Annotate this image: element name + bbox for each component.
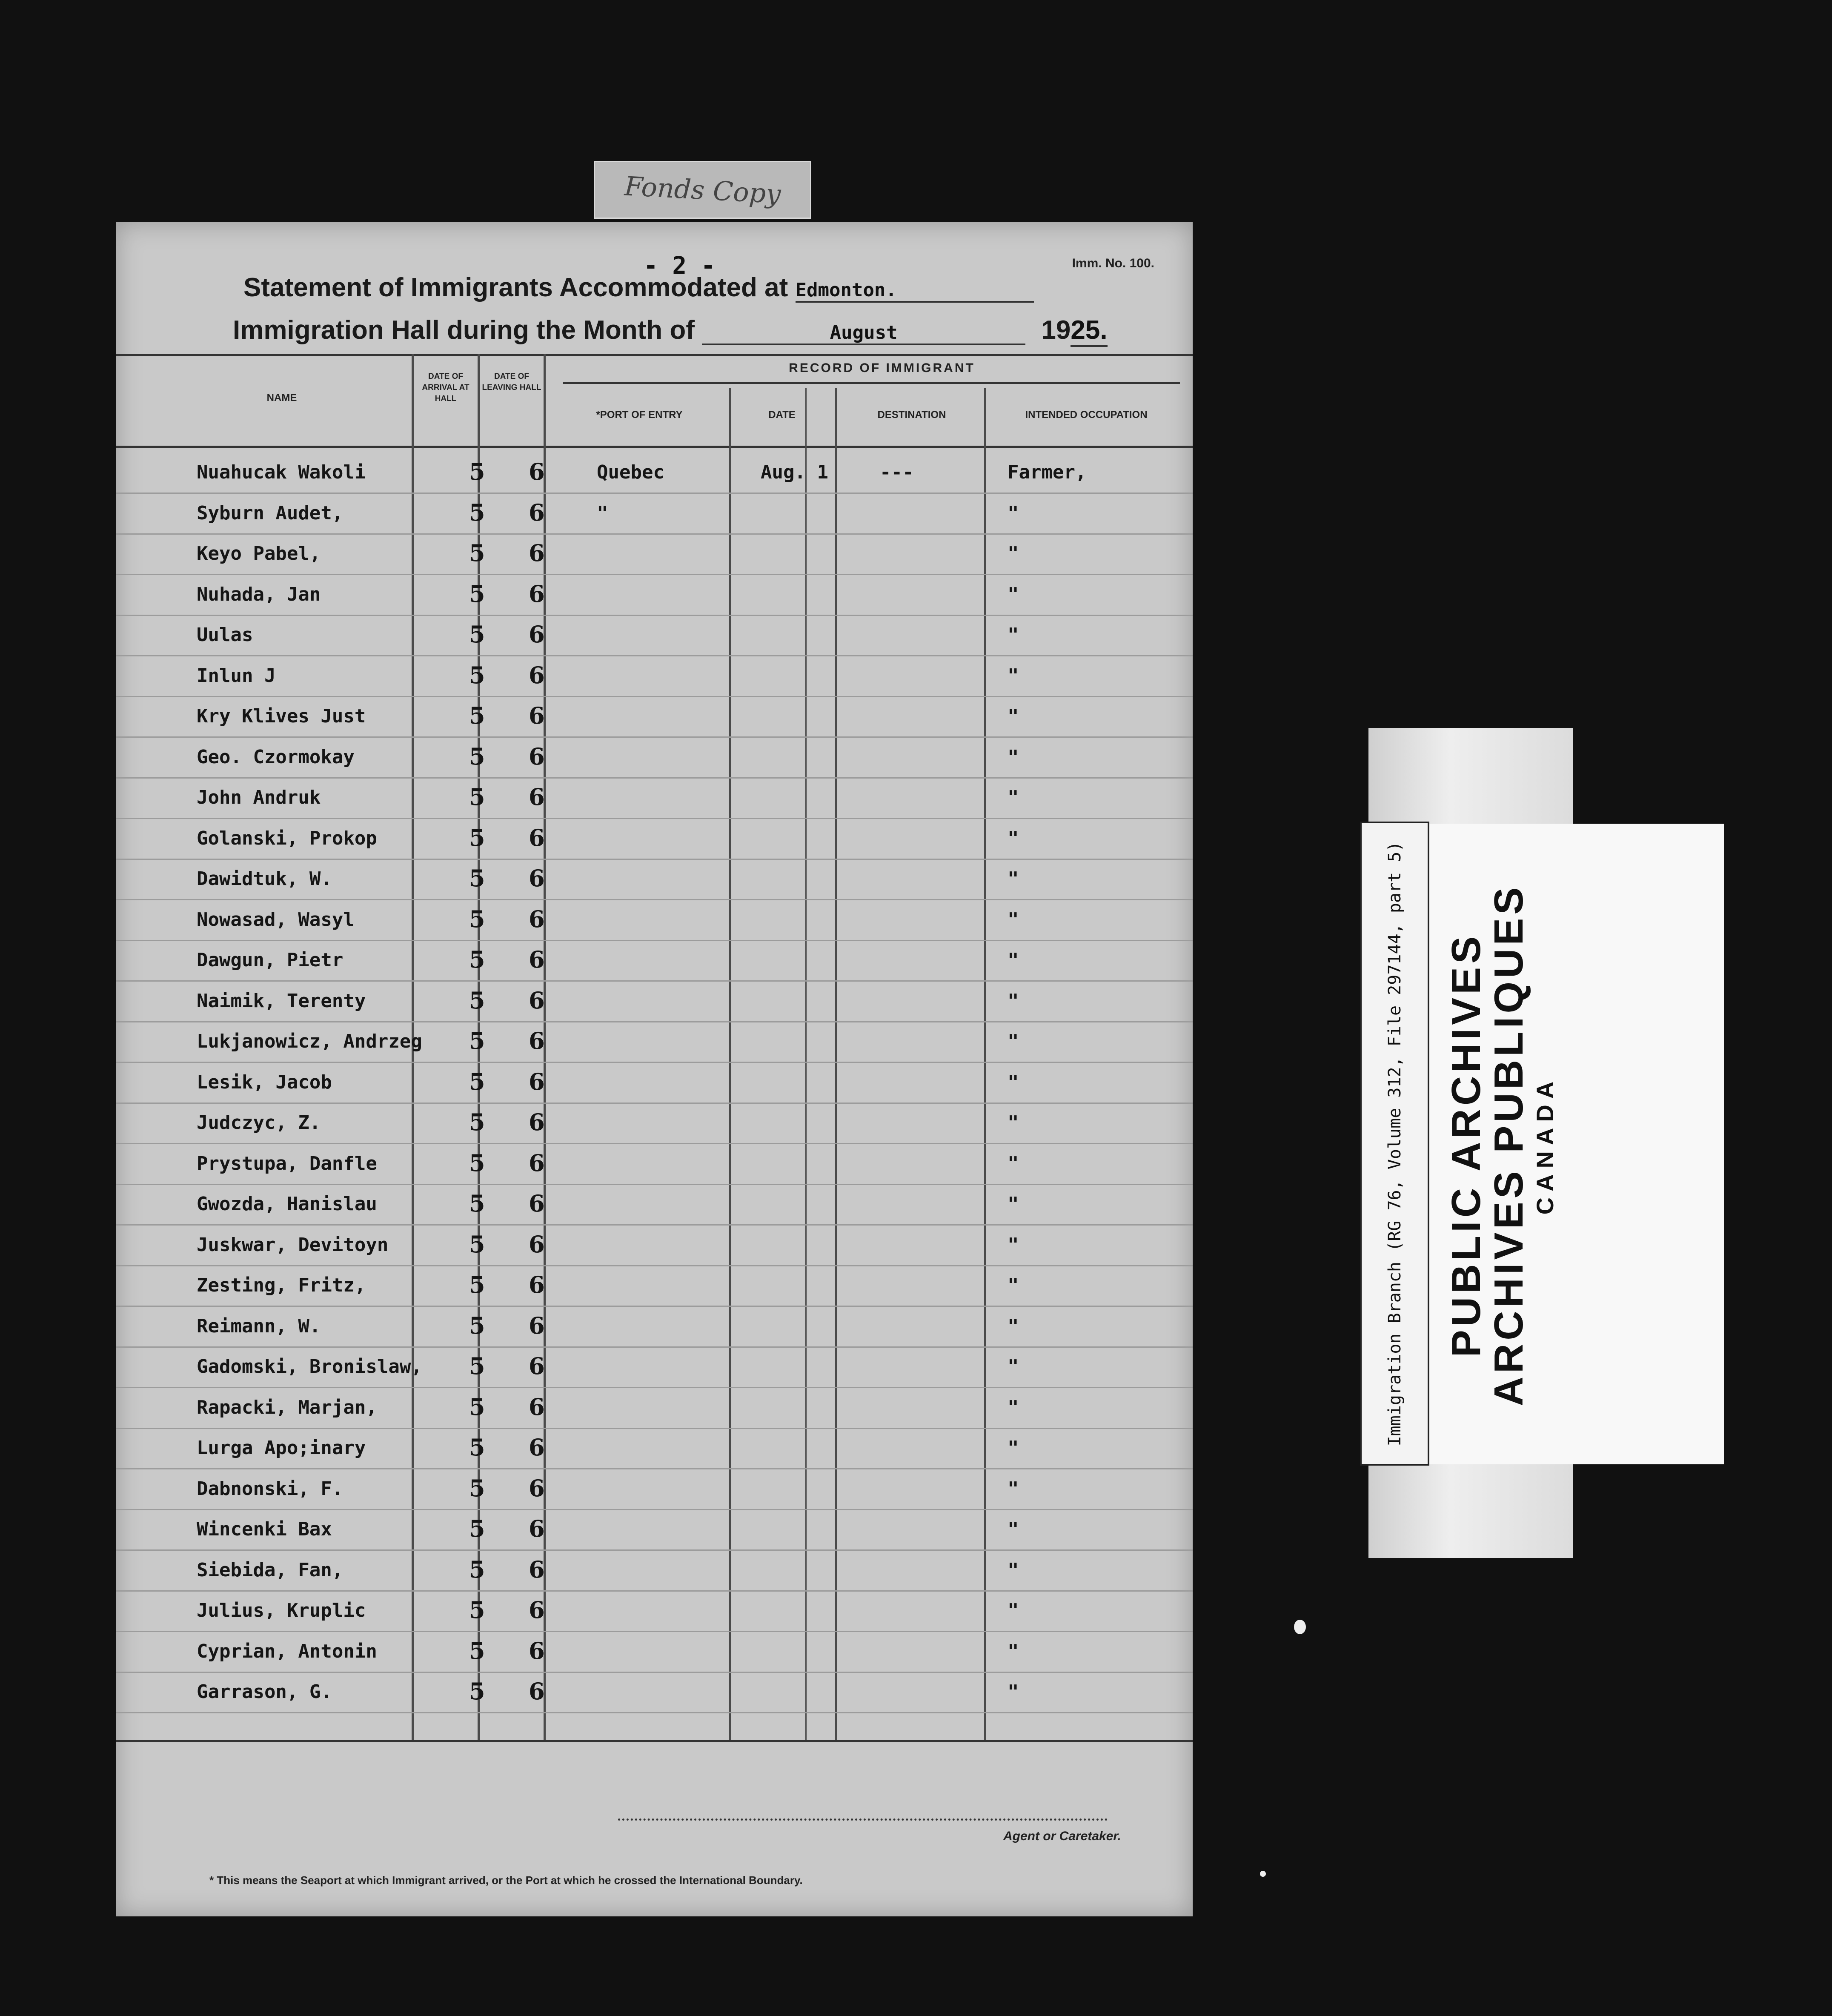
arrival-cell: 5 — [469, 1678, 485, 1705]
table-row — [116, 737, 1193, 779]
header-port: *PORT OF ENTRY — [596, 409, 683, 421]
occupation-cell: " — [1008, 1356, 1019, 1377]
table-row — [116, 940, 1193, 982]
arrival-cell: 5 — [469, 1474, 485, 1502]
archive-line-3: CANADA — [1531, 1075, 1558, 1215]
occupation-cell: " — [1008, 1396, 1019, 1418]
name-cell: Julius, Kruplic — [197, 1600, 366, 1621]
arrival-cell: 5 — [469, 824, 485, 851]
archive-reference-strip — [1360, 822, 1429, 1466]
name-cell: Keyo Pabel, — [197, 543, 321, 564]
table-row — [116, 1143, 1193, 1185]
arrival-cell: 5 — [469, 1068, 485, 1095]
table-row — [116, 1672, 1193, 1713]
arrival-cell: 5 — [469, 661, 485, 689]
table-row — [116, 981, 1193, 1022]
name-cell: Cyprian, Antonin — [197, 1640, 377, 1662]
occupation-cell: " — [1008, 1518, 1019, 1540]
occupation-cell: " — [1008, 1071, 1019, 1093]
name-cell: Uulas — [197, 624, 253, 646]
port-cell: " — [597, 502, 608, 524]
leaving-cell: 6 — [529, 986, 545, 1014]
table-row — [116, 452, 1193, 494]
arrival-cell: 5 — [469, 742, 485, 770]
leaving-cell: 6 — [529, 1271, 545, 1298]
table-row — [116, 818, 1193, 860]
occupation-cell: " — [1008, 1478, 1019, 1500]
title-line-1 — [243, 272, 1034, 303]
table-row — [116, 1590, 1193, 1632]
header-arrival: DATE OF ARRIVAL AT HALL — [422, 372, 469, 403]
name-cell: Lurga Apo;inary — [197, 1437, 366, 1459]
table-row — [116, 859, 1193, 900]
arrival-cell: 5 — [469, 865, 485, 892]
leaving-cell: 6 — [529, 1352, 545, 1380]
title-line-2 — [233, 315, 1108, 347]
leaving-cell: 6 — [529, 1312, 545, 1339]
table-row — [116, 656, 1193, 697]
year-field: 25. — [1071, 315, 1107, 347]
name-cell: Syburn Audet, — [197, 502, 344, 524]
tab-label: Fonds Copy — [624, 170, 781, 210]
table-row — [116, 1265, 1193, 1307]
arrival-cell: 5 — [469, 539, 485, 567]
leaving-cell: 6 — [529, 1190, 545, 1217]
header-date: DATE — [768, 409, 796, 421]
port-cell: Quebec — [597, 461, 664, 483]
name-cell: Dawidtuk, W. — [197, 868, 332, 890]
header-destination: DESTINATION — [877, 409, 946, 421]
occupation-cell: " — [1008, 1315, 1019, 1337]
header-occupation: INTENDED OCCUPATION — [1025, 409, 1148, 421]
name-cell: Gwozda, Hanislau — [197, 1193, 377, 1215]
film-speck — [1294, 1620, 1306, 1634]
name-cell: Zesting, Fritz, — [197, 1274, 366, 1296]
name-cell: Garrason, G. — [197, 1681, 332, 1703]
location-field: Edmonton. — [796, 279, 1034, 303]
name-cell: Inlun J — [197, 664, 276, 687]
leaving-cell: 6 — [529, 661, 545, 689]
occupation-cell: " — [1008, 624, 1019, 646]
leaving-cell: 6 — [529, 1474, 545, 1502]
arrival-cell: 5 — [469, 1230, 485, 1258]
leaving-cell: 6 — [529, 905, 545, 933]
occupation-cell: " — [1008, 1112, 1019, 1134]
occupation-cell: " — [1008, 1152, 1019, 1174]
occupation-cell: " — [1008, 543, 1019, 564]
occupation-cell: " — [1008, 1640, 1019, 1662]
occupation-cell: " — [1008, 1234, 1019, 1256]
name-cell: Rapacki, Marjan, — [197, 1396, 377, 1418]
leaving-cell: 6 — [529, 1637, 545, 1664]
leaving-cell: 6 — [529, 1068, 545, 1095]
arrival-cell: 5 — [469, 1149, 485, 1177]
name-cell: Judczyc, Z. — [197, 1112, 321, 1134]
arrival-cell: 5 — [469, 1434, 485, 1461]
arrival-cell: 5 — [469, 458, 485, 485]
occupation-cell: " — [1008, 949, 1019, 971]
name-cell: John Andruk — [197, 787, 321, 808]
arrival-cell: 5 — [469, 905, 485, 933]
agent-label: Agent or Caretaker. — [1003, 1829, 1121, 1843]
arrival-cell: 5 — [469, 1596, 485, 1624]
name-cell: Kry Klives Just — [197, 705, 366, 727]
occupation-cell: " — [1008, 1031, 1019, 1052]
arrival-cell: 5 — [469, 1555, 485, 1583]
arrival-cell: 5 — [469, 498, 485, 526]
arrival-cell: 5 — [469, 621, 485, 648]
table-row — [116, 1550, 1193, 1592]
leaving-cell: 6 — [529, 742, 545, 770]
table-row — [116, 899, 1193, 941]
table-row — [116, 574, 1193, 616]
arrival-cell: 5 — [469, 946, 485, 973]
table-row — [116, 696, 1193, 738]
destination-cell: --- — [880, 461, 914, 483]
occupation-cell: " — [1008, 502, 1019, 524]
occupation-cell: " — [1008, 1559, 1019, 1581]
archive-line-1: PUBLIC ARCHIVES — [1443, 933, 1489, 1357]
table-row — [116, 1428, 1193, 1469]
name-cell: Lesik, Jacob — [197, 1071, 332, 1093]
occupation-cell: " — [1008, 787, 1019, 808]
title-prefix-2: Immigration Hall during the Month of — [233, 315, 695, 345]
name-cell: Golanski, Prokop — [197, 827, 377, 849]
name-cell: Naimik, Terenty — [197, 990, 366, 1012]
occupation-cell: " — [1008, 705, 1019, 727]
table-row — [116, 1021, 1193, 1063]
immigrant-table — [116, 354, 1193, 1738]
leaving-cell: 6 — [529, 1555, 545, 1583]
name-cell: Dawgun, Pietr — [197, 949, 344, 971]
leaving-cell: 6 — [529, 1230, 545, 1258]
leaving-cell: 6 — [529, 946, 545, 973]
page-number: - 2 - — [644, 252, 716, 280]
leaving-cell: 6 — [529, 539, 545, 567]
arrival-cell: 5 — [469, 783, 485, 810]
table-row — [116, 615, 1193, 656]
arrival-cell: 5 — [469, 1271, 485, 1298]
leaving-cell: 6 — [529, 458, 545, 485]
name-cell: Prystupa, Danfle — [197, 1152, 377, 1174]
immigration-form — [116, 222, 1193, 1916]
leaving-cell: 6 — [529, 1149, 545, 1177]
occupation-cell: " — [1008, 1193, 1019, 1215]
name-cell: Nuahucak Wakoli — [197, 461, 366, 483]
leaving-cell: 6 — [529, 1108, 545, 1136]
leaving-cell: 6 — [529, 498, 545, 526]
arrival-cell: 5 — [469, 1352, 485, 1380]
occupation-cell: " — [1008, 1274, 1019, 1296]
name-cell: Geo. Czormokay — [197, 746, 355, 768]
archive-stamp — [1439, 851, 1566, 1439]
name-cell: Wincenki Bax — [197, 1518, 332, 1540]
table-row — [116, 1306, 1193, 1348]
name-cell: Lukjanowicz, Andrzeg — [197, 1031, 422, 1052]
date-cell: Aug. 1 — [761, 461, 828, 483]
occupation-cell: " — [1008, 1681, 1019, 1703]
leaving-cell: 6 — [529, 1515, 545, 1542]
leaving-cell: 6 — [529, 1027, 545, 1054]
name-cell: Reimann, W. — [197, 1315, 321, 1337]
archive-reference: Immigration Branch (RG 76, Volume 312, File 297144, part 5) — [1385, 841, 1405, 1446]
table-row — [116, 1346, 1193, 1388]
table-row — [116, 1631, 1193, 1673]
arrival-cell: 5 — [469, 1637, 485, 1664]
leaving-cell: 6 — [529, 783, 545, 810]
arrival-cell: 5 — [469, 986, 485, 1014]
occupation-cell: " — [1008, 664, 1019, 687]
occupation-cell: " — [1008, 746, 1019, 768]
arrival-cell: 5 — [469, 1190, 485, 1217]
name-cell: Dabnonski, F. — [197, 1478, 344, 1500]
table-row — [116, 777, 1193, 819]
header-record: RECORD OF IMMIGRANT — [789, 361, 975, 375]
footnote: * This means the Seaport at which Immigrant arrived, or the Port at which he crossed the International Boundary. — [209, 1874, 803, 1887]
occupation-cell: " — [1008, 583, 1019, 605]
name-cell: Nowasad, Wasyl — [197, 908, 355, 931]
leaving-cell: 6 — [529, 702, 545, 729]
table-row — [116, 1102, 1193, 1144]
table-row — [116, 1184, 1193, 1226]
table-row — [116, 533, 1193, 575]
archive-line-2: ARCHIVES PUBLIQUES — [1486, 884, 1531, 1406]
arrival-cell: 5 — [469, 1027, 485, 1054]
occupation-cell: Farmer, — [1008, 461, 1087, 483]
leaving-cell: 6 — [529, 1434, 545, 1461]
form-number: Imm. No. 100. — [1072, 256, 1154, 270]
name-cell: Nuhada, Jan — [197, 583, 321, 605]
leaving-cell: 6 — [529, 621, 545, 648]
header-leaving: DATE OF LEAVING HALL — [482, 372, 541, 392]
leaving-cell: 6 — [529, 824, 545, 851]
leaving-cell: 6 — [529, 1393, 545, 1420]
name-cell: Juskwar, Devitoyn — [197, 1234, 389, 1256]
header-name: NAME — [266, 392, 297, 404]
occupation-cell: " — [1008, 1600, 1019, 1621]
table-row — [116, 1509, 1193, 1551]
name-cell: Siebida, Fan, — [197, 1559, 344, 1581]
arrival-cell: 5 — [469, 1393, 485, 1420]
occupation-cell: " — [1008, 990, 1019, 1012]
year-prefix: 19 — [1041, 315, 1071, 345]
table-row — [116, 1387, 1193, 1429]
occupation-cell: " — [1008, 827, 1019, 849]
arrival-cell: 5 — [469, 1108, 485, 1136]
arrival-cell: 5 — [469, 580, 485, 607]
fonds-copy-tab — [594, 161, 811, 219]
leaving-cell: 6 — [529, 1596, 545, 1624]
arrival-cell: 5 — [469, 1515, 485, 1542]
title-prefix-1: Statement of Immigrants Accommodated at — [243, 273, 788, 302]
table-row — [116, 1469, 1193, 1510]
table-row — [116, 493, 1193, 535]
arrival-cell: 5 — [469, 702, 485, 729]
arrival-cell: 5 — [469, 1312, 485, 1339]
occupation-cell: " — [1008, 868, 1019, 890]
film-speck — [1260, 1871, 1266, 1877]
occupation-cell: " — [1008, 908, 1019, 931]
signature-line — [618, 1818, 1108, 1821]
leaving-cell: 6 — [529, 580, 545, 607]
leaving-cell: 6 — [529, 865, 545, 892]
table-row — [116, 1225, 1193, 1266]
table-row — [116, 1062, 1193, 1104]
occupation-cell: " — [1008, 1437, 1019, 1459]
month-field: August — [702, 322, 1025, 345]
leaving-cell: 6 — [529, 1678, 545, 1705]
name-cell: Gadomski, Bronislaw, — [197, 1356, 422, 1377]
